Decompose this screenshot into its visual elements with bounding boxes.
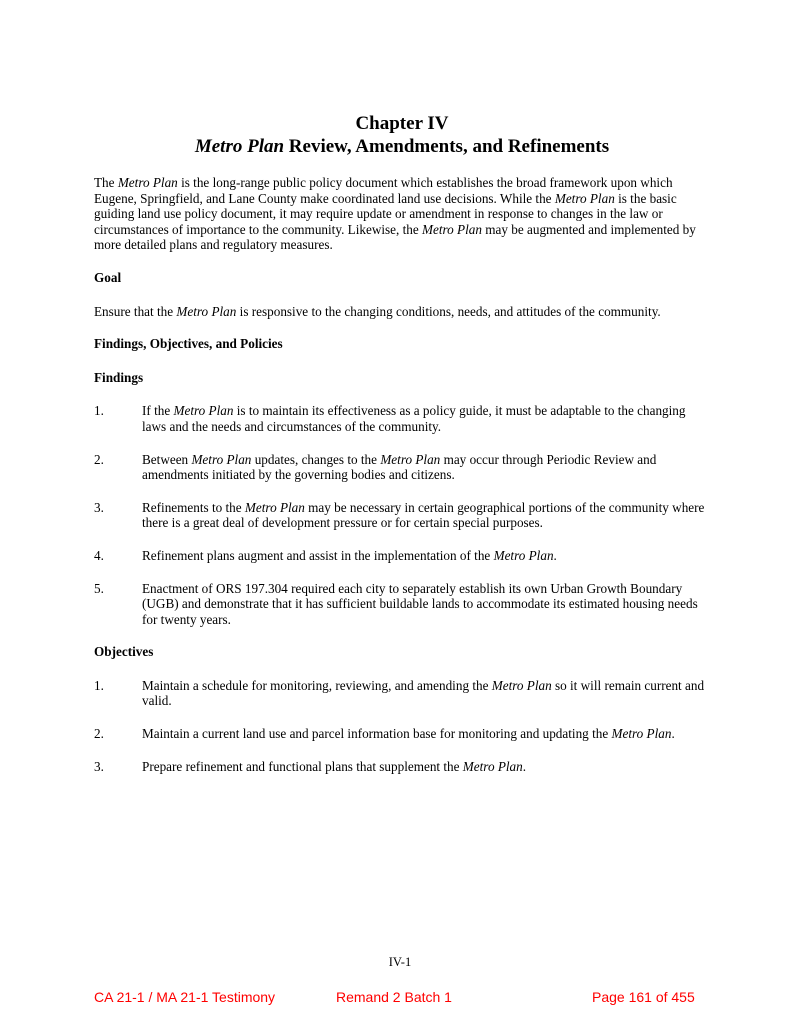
item-text: Maintain a current land use and parcel information base for monitoring and updating the Metro Plan. [142,726,675,742]
goal-italic: Metro Plan [176,303,237,319]
intro-italic-3: Metro Plan [422,221,482,237]
subtitle-italic: Metro Plan [194,136,285,157]
item-text: Prepare refinement and functional plans that supplement the Metro Plan. [142,758,527,774]
intro-text-2: is the long-range public policy document which establishes the broad framework upon which Eugene, Springfield, and Lane County make coordinated land use decisions. While the [94,175,673,206]
section-heading: Findings, Objectives, and Policies [94,336,283,352]
item-text: Refinement plans augment and assist in the implementation of the Metro Plan. [142,547,557,563]
list-item [94,726,710,742]
list-item [94,678,710,709]
item-text: Enactment of ORS 197.304 required each city to separately establish its own Urban Growth Boundary (UGB) and demonstrate that it has sufficient buildable lands to accommodate its estimated housing needs for twenty years. [142,580,698,627]
chapter-title: Chapter IV [355,113,449,134]
item-number: 3. [94,758,104,774]
goal-text-1: Ensure that the [94,303,177,319]
document-page [94,112,710,791]
item-number: 4. [94,547,104,563]
item-text: If the Metro Plan is to maintain its effectiveness as a policy guide, it must be adaptable to the changing laws and the needs and circumstances of the community. [142,403,686,434]
intro-italic-2: Metro Plan [554,190,615,206]
list-item [94,548,710,564]
item-text: Maintain a schedule for monitoring, reviewing, and amending the Metro Plan so it will remain current and valid. [142,677,705,709]
list-item [94,452,710,483]
findings-heading: Findings [94,369,144,385]
item-number: 1. [94,677,104,693]
item-number: 2. [94,451,104,467]
list-item [94,759,710,775]
list-item [94,500,710,531]
goal-paragraph [94,304,710,320]
findings-list [94,403,710,627]
footer-case-label: CA 21-1 / MA 21-1 Testimony [94,989,276,1005]
footer-page-count: Page 161 of 455 [592,989,695,1005]
item-number: 2. [94,726,104,742]
goal-text-2: is responsive to the changing conditions, needs, and attitudes of the community. [236,303,661,319]
list-item [94,403,710,434]
subtitle-rest: Review, Amendments, and Refinements [284,136,610,157]
item-text: Refinements to the Metro Plan may be necessary in certain geographical portions of the community where there is a great deal of development pressure or for certain special purposes. [142,499,705,531]
item-text: Between Metro Plan updates, changes to the Metro Plan may occur through Periodic Review and amendments initiated by the governing bodies and citizens. [142,451,657,483]
intro-text-4: may be augmented and implemented by more detailed plans and regulatory measures. [94,221,696,253]
intro-text-1: The [94,175,118,190]
footer-batch-label: Remand 2 Batch 1 [336,989,452,1005]
item-number: 1. [94,403,104,419]
objectives-heading: Objectives [94,644,154,660]
page-number: IV-1 [388,955,412,969]
objectives-list [94,678,710,774]
intro-paragraph [94,175,710,253]
item-number: 3. [94,499,104,515]
item-number: 5. [94,580,104,596]
intro-text-3: is the basic guiding land use policy document, it may require update or amendment in response to changes in the law or circumstances of importance to the community. Likewise, the [94,190,677,237]
intro-italic-1: Metro Plan [117,175,178,190]
chapter-subtitle [94,135,710,158]
goal-heading: Goal [94,269,122,285]
list-item [94,581,710,628]
